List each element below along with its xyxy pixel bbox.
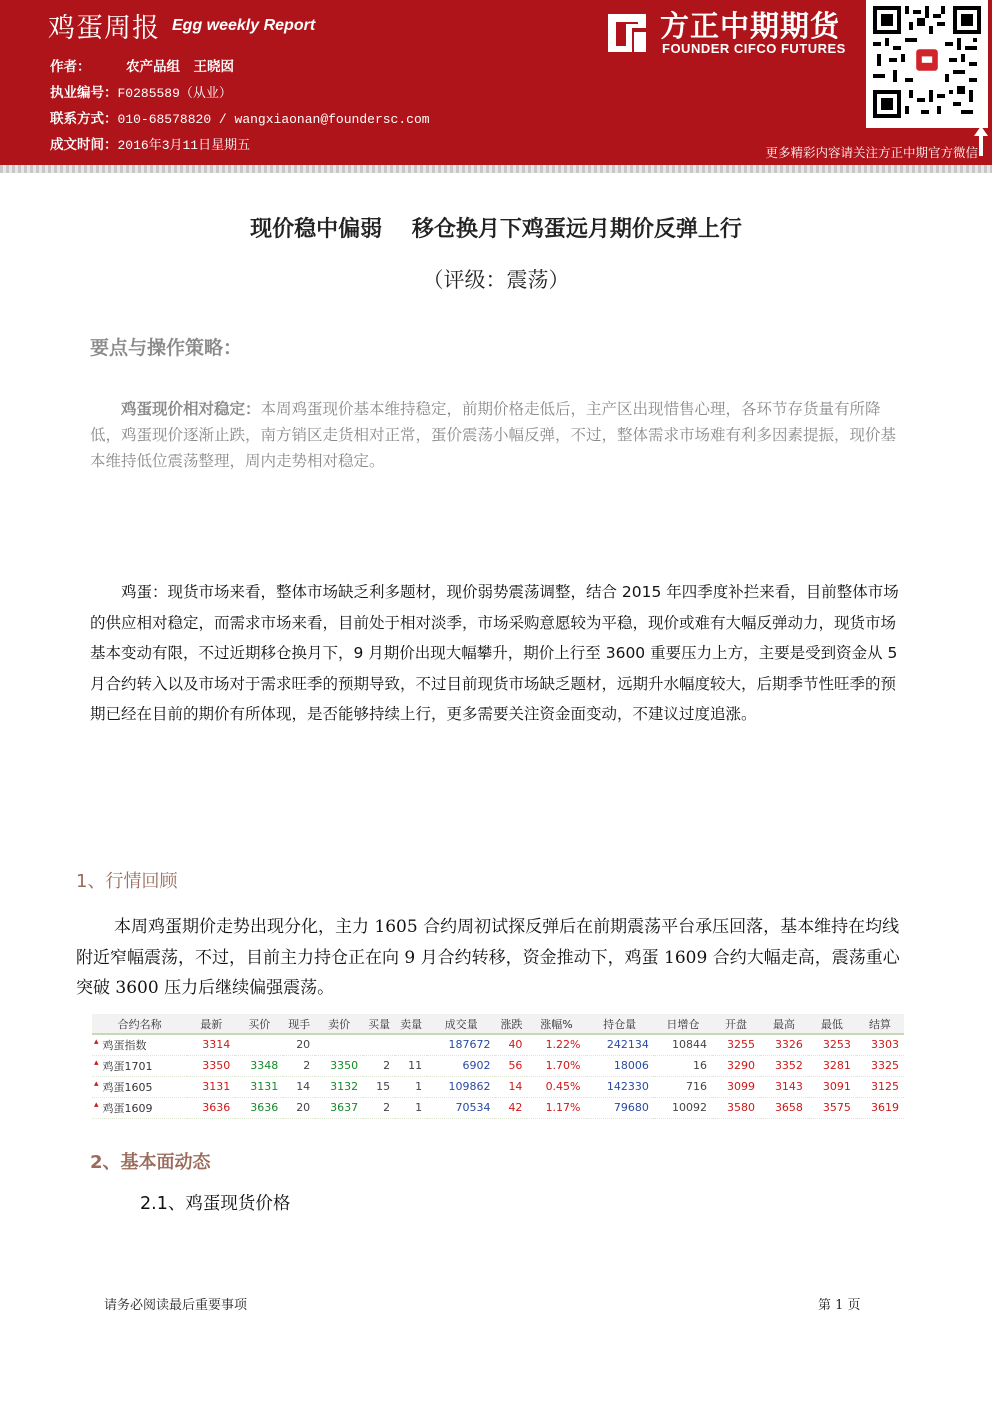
column-header: 卖量: [395, 1014, 427, 1034]
table-cell: 10844: [654, 1034, 712, 1055]
column-header: 最低: [808, 1014, 856, 1034]
contact-line: [50, 107, 430, 127]
contract-name: 鸡蛋1605: [102, 1080, 153, 1094]
table-cell: 2: [363, 1055, 395, 1076]
report-name: 鸡蛋周报: [48, 13, 160, 44]
table-cell: 3658: [760, 1097, 808, 1118]
column-header: 最高: [760, 1014, 808, 1034]
license-value: F0285589（从业）: [117, 86, 232, 101]
table-cell: 1.22%: [527, 1034, 585, 1055]
table-cell: 3143: [760, 1076, 808, 1097]
table-cell: 10092: [654, 1097, 712, 1118]
table-row[interactable]: [92, 1055, 904, 1076]
table-row[interactable]: [92, 1097, 904, 1118]
table-cell: 11: [395, 1055, 427, 1076]
table-row[interactable]: [92, 1034, 904, 1055]
founder-logo-icon: [604, 10, 650, 56]
column-header: 成交量: [427, 1014, 495, 1034]
table-cell: 3253: [808, 1034, 856, 1055]
author-line: [50, 55, 234, 75]
contract-name: 鸡蛋1609: [102, 1101, 153, 1115]
table-cell: 20: [283, 1097, 315, 1118]
table-cell: 3637: [315, 1097, 363, 1118]
table-cell: 3575: [808, 1097, 856, 1118]
wechat-qr-code: [866, 0, 988, 128]
logo-text-cn: 方正中期期货: [660, 9, 841, 43]
table-cell: [395, 1034, 427, 1055]
table-cell: 1.17%: [527, 1097, 585, 1118]
report-rating: （评级：震荡）: [422, 268, 570, 292]
table-cell: [315, 1034, 363, 1055]
table-cell: [363, 1034, 395, 1055]
contract-name-cell: [92, 1097, 187, 1118]
marker-icon: ▴: [94, 1057, 99, 1068]
license-line: [50, 81, 232, 101]
table-cell: 1: [395, 1076, 427, 1097]
footer-notice: 请务必阅读最后重要事项: [104, 1298, 248, 1313]
table-cell: 187672: [427, 1034, 495, 1055]
table-cell: 716: [654, 1076, 712, 1097]
table-cell: 1: [395, 1097, 427, 1118]
table-cell: 242134: [586, 1034, 654, 1055]
table-cell: 3255: [712, 1034, 760, 1055]
quote-table-header: [92, 1014, 904, 1034]
column-header: 买量: [363, 1014, 395, 1034]
keypoint-lead: 鸡蛋现价相对稳定：: [121, 400, 261, 418]
column-header: 开盘: [712, 1014, 760, 1034]
table-cell: 70534: [427, 1097, 495, 1118]
table-cell: 14: [495, 1076, 527, 1097]
table-cell: 3314: [187, 1034, 235, 1055]
keypoints-paragraph: [90, 396, 904, 474]
keypoint-text: 本周鸡蛋现价基本维持稳定，前期价格走低后，主产区出现惜售心理，各环节存货量有所降低，鸡蛋现价逐渐止跌，南方销区走货相对正常，蛋价震荡小幅反弹，不过，整体需求市场难有利多因素提振，现价基本维持低位震荡整理，周内走势相对稳定。: [90, 400, 897, 470]
report-title: 现价稳中偏弱 移仓换月下鸡蛋远月期价反弹上行: [250, 217, 742, 242]
report-name-en: Egg weekly Report: [172, 17, 316, 34]
column-header: 卖价: [315, 1014, 363, 1034]
table-row[interactable]: [92, 1076, 904, 1097]
page-number: 第 1 页: [818, 1298, 861, 1313]
table-cell: 3091: [808, 1076, 856, 1097]
column-header: 现手: [283, 1014, 315, 1034]
contract-name-cell: [92, 1076, 187, 1097]
table-cell: 3636: [187, 1097, 235, 1118]
strategy-paragraph: 鸡蛋：现货市场来看，整体市场缺乏利多题材，现价弱势震荡调整，结合 2015 年四季度补拦来看，目前整体市场的供应相对稳定，而需求市场来看，目前处于相对淡季，市场采购意愿较为平稳，现价或难有大幅反弹动力，现货市场基本变动有限，不过近期移仓换月下，9 月期价出现大幅攀升，期价上行至 3600 重要压力上方，主要是受到资金从 5 月合约转入以及市场对于需求旺季的预期导致，不过目前现货市场缺乏题材，远期升水幅度较大，后期季节性旺季的预期已经在目前的期价有所体现，是否能够持续上行，更多需要关注资金面变动，不建议过度追涨。: [90, 583, 899, 723]
logo-text-en: FOUNDER CIFCO FUTURES: [662, 41, 846, 56]
follow-wechat-tip: 更多精彩内容请关注方正中期官方微信: [765, 145, 978, 160]
contract-name: 鸡蛋1701: [102, 1059, 153, 1073]
contract-name: 鸡蛋指数: [102, 1038, 147, 1052]
header-divider: [0, 165, 992, 173]
table-cell: 3281: [808, 1055, 856, 1076]
column-header: 最新: [187, 1014, 235, 1034]
contact-label: 联系方式：: [50, 111, 118, 127]
section-1-heading: 1、行情回顾: [76, 871, 178, 892]
table-cell: 3348: [235, 1055, 283, 1076]
keypoints-heading: 要点与操作策略：: [90, 337, 243, 359]
table-cell: 3303: [856, 1034, 904, 1055]
table-cell: 3326: [760, 1034, 808, 1055]
table-cell: 14: [283, 1076, 315, 1097]
table-cell: 18006: [586, 1055, 654, 1076]
column-header: 合约名称: [92, 1014, 187, 1034]
marker-icon: ▴: [94, 1099, 99, 1110]
table-cell: 3132: [315, 1076, 363, 1097]
quote-table: [92, 1014, 904, 1119]
column-header: 持仓量: [586, 1014, 654, 1034]
section-2-heading: 2、基本面动态: [90, 1152, 211, 1173]
table-cell: 42: [495, 1097, 527, 1118]
contract-name-cell: [92, 1034, 187, 1055]
table-cell: 3636: [235, 1097, 283, 1118]
date-line: [50, 133, 250, 153]
date-label: 成文时间：: [50, 137, 118, 153]
table-cell: 6902: [427, 1055, 495, 1076]
section-2-1-heading: 2.1、鸡蛋现货价格: [140, 1194, 291, 1214]
table-cell: 3350: [187, 1055, 235, 1076]
column-header: 涨幅%: [527, 1014, 585, 1034]
table-cell: 2: [283, 1055, 315, 1076]
table-cell: 0.45%: [527, 1076, 585, 1097]
table-cell: 3325: [856, 1055, 904, 1076]
table-cell: 3290: [712, 1055, 760, 1076]
column-header: 结算: [856, 1014, 904, 1034]
table-cell: 3099: [712, 1076, 760, 1097]
table-cell: 1.70%: [527, 1055, 585, 1076]
table-cell: [235, 1034, 283, 1055]
table-cell: 3125: [856, 1076, 904, 1097]
table-cell: 3131: [235, 1076, 283, 1097]
license-label: 执业编号：: [50, 85, 118, 101]
table-cell: 109862: [427, 1076, 495, 1097]
marker-icon: ▴: [94, 1078, 99, 1089]
up-arrow-icon: [974, 126, 988, 156]
contract-name-cell: [92, 1055, 187, 1076]
column-header: 日增仓: [654, 1014, 712, 1034]
contact-value: 010-68578820 / wangxiaonan@foundersc.com: [117, 112, 430, 127]
table-cell: 56: [495, 1055, 527, 1076]
author-label: 作者：: [50, 59, 91, 75]
author-value: 农产品组 王晓囡: [126, 59, 234, 75]
table-cell: 15: [363, 1076, 395, 1097]
column-header: 买价: [235, 1014, 283, 1034]
qr-code-icon: [873, 6, 981, 118]
table-cell: 20: [283, 1034, 315, 1055]
header-banner: [0, 0, 992, 165]
table-cell: 3352: [760, 1055, 808, 1076]
table-cell: 3131: [187, 1076, 235, 1097]
date-value: 2016年3月11日星期五: [117, 138, 251, 153]
table-cell: 40: [495, 1034, 527, 1055]
table-cell: 16: [654, 1055, 712, 1076]
table-cell: 2: [363, 1097, 395, 1118]
table-cell: 142330: [586, 1076, 654, 1097]
table-cell: 3619: [856, 1097, 904, 1118]
table-cell: 3580: [712, 1097, 760, 1118]
table-cell: 79680: [586, 1097, 654, 1118]
section-1-paragraph: 本周鸡蛋期价走势出现分化，主力 1605 合约周初试探反弹后在前期震荡平台承压回落，基本维持在均线附近窄幅震荡，不过，目前主力持仓正在向 9 月合约转移，资金推动下，鸡蛋 1609 合约大幅走高，震荡重心突破 3600 压力后继续偏强震荡。: [76, 917, 900, 998]
marker-icon: ▴: [94, 1036, 99, 1047]
table-cell: 3350: [315, 1055, 363, 1076]
column-header: 涨跌: [495, 1014, 527, 1034]
